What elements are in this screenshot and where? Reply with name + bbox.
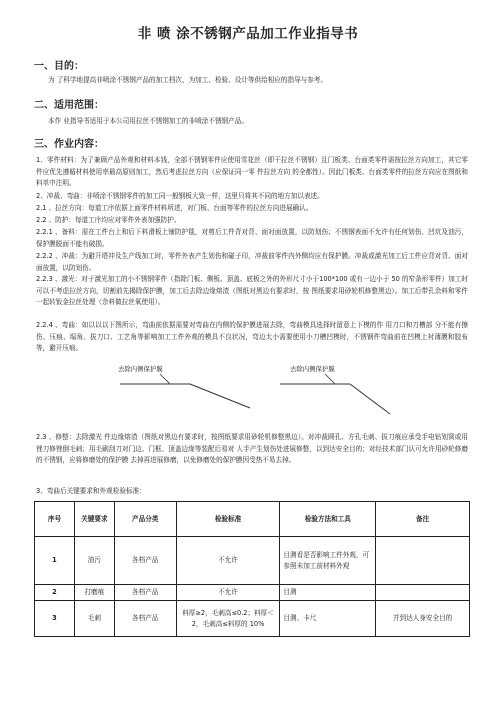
table-row <box>35 537 470 585</box>
sheet-left-bent <box>190 384 250 408</box>
paragraph-cutting: 2.2.1 、备料：需在工件台上和后下料滑板上铺防护毯，对剪后工件背对背、面对面放置，以防划伤；不锈钢表面不允许有任何划伤、凹坑及油污，保护膜脱面不能有破损。 <box>36 228 468 248</box>
scope-text: 本作 业指导书适用于本公司用拉丝不锈钢加工的非喷涂不锈钢产品。 <box>48 117 248 125</box>
paragraph-trimming: 2.3 、修整：去除激光 件边缘熔渣（图纸对黑边有要求时，按图纸要求用砂轮机修整黑边）。对冲裁圆孔、方孔毛刺、拔刀痕应承受手电钻划窝或用锉刀修锉倒毛刺；用毛刷刮刀对门边、门框、顶盖边缘等装配后易对 人手产生划伤处进展修整，以到达安全目的；对经技术部门认可允许用砂轮修磨的不锈钢，应将修磨处的保护膜 去掉再进展修磨，以免修磨处的保护膜因受热不易去掉。 <box>36 433 468 464</box>
bend-protection-diagram <box>100 370 400 425</box>
col-header-remark: 备注 <box>376 502 470 537</box>
table-cell: 3 <box>35 601 75 637</box>
table-cell: 目测 <box>280 585 376 601</box>
section-heading-purpose: 一、目的： <box>34 61 84 72</box>
paragraph-bending: 2.2.4 、弯曲：如以以以下图所示，弯曲前依据需要对弯曲在内侧的保护膜进展去除，弯曲模具选择时留意上下模的作 用刀口和刀槽部 分不能有擦伤、压痕、塌角、拔刀口、工艺角等影响加工工件外观的模具不良状况，弯边太小需要使用小刀槽凹模时，不锈钢件弯曲前在凹模上衬薄膜和胶布等，避开压痕。 <box>36 321 468 352</box>
table-cell <box>376 585 470 601</box>
section-heading-scope: 二、适用范围： <box>34 100 104 111</box>
table-header-row <box>35 502 470 537</box>
document-title: 非 喷 涂不锈钢产品加工作业指导书 <box>137 26 359 42</box>
paragraph-protection: 2.2 、防护：每道工序均应对零件外表加强防护。 <box>36 216 181 224</box>
table-cell: 各档产品 <box>114 601 176 637</box>
table-cell <box>376 537 470 585</box>
leader-line-left <box>160 374 170 384</box>
col-header-no: 序号 <box>35 502 75 537</box>
col-header-standard: 检验标准 <box>176 502 280 537</box>
leader-line-right <box>325 374 335 384</box>
table-cell: 不允许 <box>176 537 280 585</box>
table-cell: 目测、卡尺 <box>280 601 376 637</box>
paragraph-brush-direction: 2.1 、拉丝方向：每道工序依据上面零件材料所述，对门板、台面等零件的拉丝方向进展确认。 <box>36 204 313 212</box>
paragraph-punching: 2.2.2 、冲裁：为避开塔冲及生产线加工时，零件外表产生划伤和碰子印，冲裁前零件内外侧均应有保护膜。冲裁或激光加工后工件应背对背、面对面放置，以防划伤。 <box>36 252 468 272</box>
col-header-method: 检验方法和工具 <box>280 502 376 537</box>
section-heading-content: 三、作业内容： <box>34 139 104 150</box>
table-cell: 各档产品 <box>114 537 176 585</box>
table-cell: 2 <box>35 585 75 601</box>
table-cell: 油污 <box>74 537 114 585</box>
purpose-text: 为 了科学地提高非喷涂不锈钢产品的加工档次，为加工、检验、设计等供给相应的指导与参考。 <box>48 76 328 84</box>
sheet-right-bent <box>350 384 390 414</box>
inspection-table <box>34 501 470 637</box>
paragraph-laser: 2.2.3 、激光：对于激光加工的小不锈钢零件（指除门板、侧板、顶盖、底板之外的外形尺寸小于100*100 或有一边小于 50 的窄条形零件）加工时可以不考虑拉丝方向，切割前先揭除保护膜，加工后去除边缘熔渣（图纸对黑边有要求时，按 图纸要求用砂轮机修整黑边）。加工后带孔余料和零件一起转钣金拉丝处理（余料做拉丝氧使用）。 <box>36 275 468 306</box>
paragraph-material: 1、零件材料：为了兼顾产品外观和材料本钱，全部不锈钢零件应使用雪花丝（即干拉丝不锈钢）且门板类、台面类零件需按拉丝方向加工，其它零件应优先遵循材料使用率最高原则加工，然后考虑拉丝方向（应保证同一零 件拉丝方向 的全都性）。因此门板类、台面类零件的拉丝方向应在图纸和料单中注明。 <box>36 156 468 187</box>
table-cell: 不允许 <box>176 585 280 601</box>
table-cell: 各档产品 <box>114 585 176 601</box>
col-header-product-class: 产品分类 <box>114 502 176 537</box>
table-cell: 打磨痕 <box>74 585 114 601</box>
table-row <box>35 585 470 601</box>
paragraph-table-intro: 3、弯曲后关键要求和外观检验标准： <box>36 487 146 495</box>
diagram-label-left: 去除内侧保护膜 <box>118 365 163 373</box>
paragraph-punch-bend: 2、冲裁、弯曲：非喷涂不锈钢零件的加工同一般钢板大致一样，这里只将其不同的地方加以表述。 <box>36 192 324 200</box>
table-cell: 并到达人身安全目的 <box>376 601 470 637</box>
col-header-key-requirement: 关键要求 <box>74 502 114 537</box>
table-cell: 料厚≥2，毛刺高≤0.2；料厚＜2，毛刺高≤料厚的 10% <box>176 601 280 637</box>
table-cell: 目测看是否影响工件外观，可参照未加工前材料外观 <box>280 537 376 585</box>
diagram-label-right: 去除内侧保护膜 <box>290 365 335 373</box>
table-cell: 1 <box>35 537 75 585</box>
table-cell: 毛刺 <box>74 601 114 637</box>
table-row <box>35 601 470 637</box>
